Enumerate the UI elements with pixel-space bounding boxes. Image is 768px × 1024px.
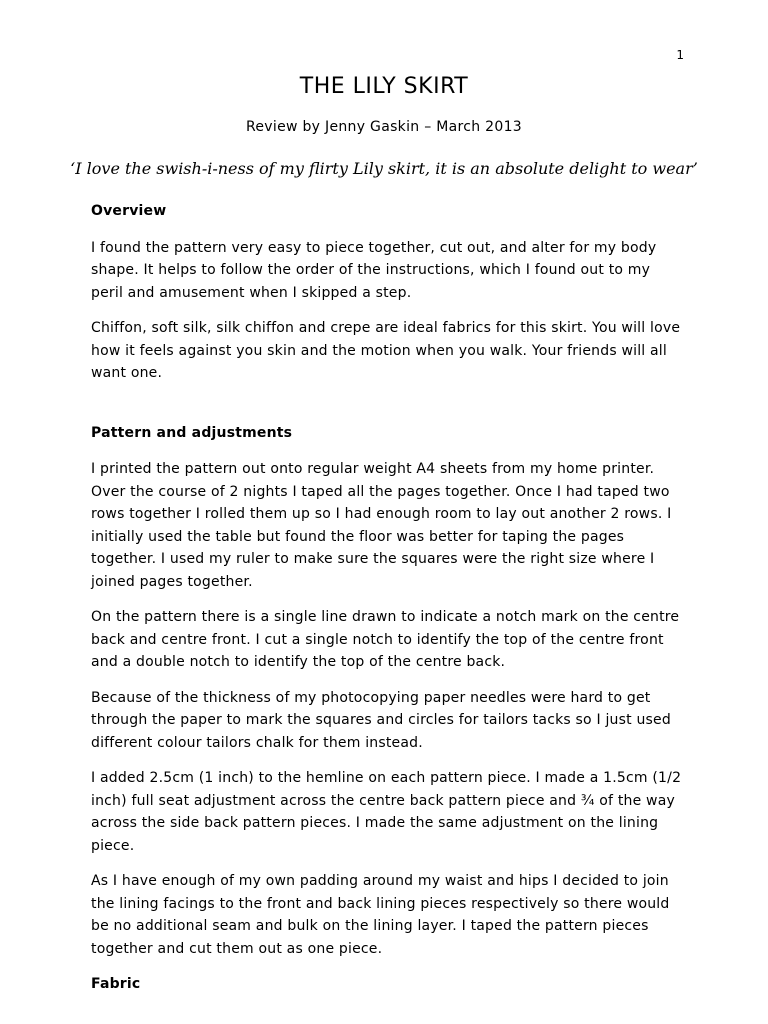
pattern-paragraph: As I have enough of my own padding around my waist and hips I decided to join the lining facings to the front and back lining pieces respectively so there would be no additional seam and bulk on the lining layer. I taped the pattern pieces together and cut them out as one piece.	[91, 873, 670, 957]
byline: Review by Jenny Gaskin – March 2013	[246, 119, 522, 135]
pattern-paragraph: Because of the thickness of my photocopying paper needles were hard to get through the paper to mark the squares and circles for tailors tacks so I just used different colour tailors chalk for them instead.	[91, 689, 671, 751]
pattern-paragraph: On the pattern there is a single line drawn to indicate a notch mark on the centre back and centre front. I cut a single notch to identify the top of the centre front and a double notch to identify the top of the centre back.	[91, 609, 680, 670]
overview-paragraph: I found the pattern very easy to piece together, cut out, and alter for my body shape. It helps to follow the order of the instructions, which I found out to my peril and amusement when I skipped a step.	[91, 239, 657, 301]
fabric-heading: Fabric	[91, 976, 141, 992]
pull-quote: ‘I love the swish-i-ness of my flirty Lily skirt, it is an absolute delight to wear’	[70, 159, 698, 178]
overview-heading: Overview	[91, 203, 167, 219]
document-body	[91, 200, 683, 1010]
pattern-paragraph: I printed the pattern out onto regular weight A4 sheets from my home printer. Over the course of 2 nights I taped all the pages together. Once I had taped two rows together I rolled them up so I had enough room to lay out another 2 rows. I initially used the table but found the floor was better for taping the pages together. I used my ruler to make sure the squares were the right size where I joined pages together.	[91, 461, 672, 590]
overview-paragraph: Chiffon, soft silk, silk chiffon and crepe are ideal fabrics for this skirt. You will love how it feels against you skin and the motion when you walk. Your friends will all want one.	[91, 320, 681, 381]
document-title: THE LILY SKIRT	[299, 74, 469, 99]
section-spacer	[91, 398, 683, 422]
pattern-paragraph: I added 2.5cm (1 inch) to the hemline on each pattern piece. I made a 1.5cm (1/2 inch) full seat adjustment across the centre back pattern piece and ¾ of the way across the side back pattern pieces. I made the same adjustment on the lining piece.	[91, 770, 682, 854]
page-number: 1	[676, 48, 684, 62]
pattern-heading: Pattern and adjustments	[91, 424, 293, 441]
